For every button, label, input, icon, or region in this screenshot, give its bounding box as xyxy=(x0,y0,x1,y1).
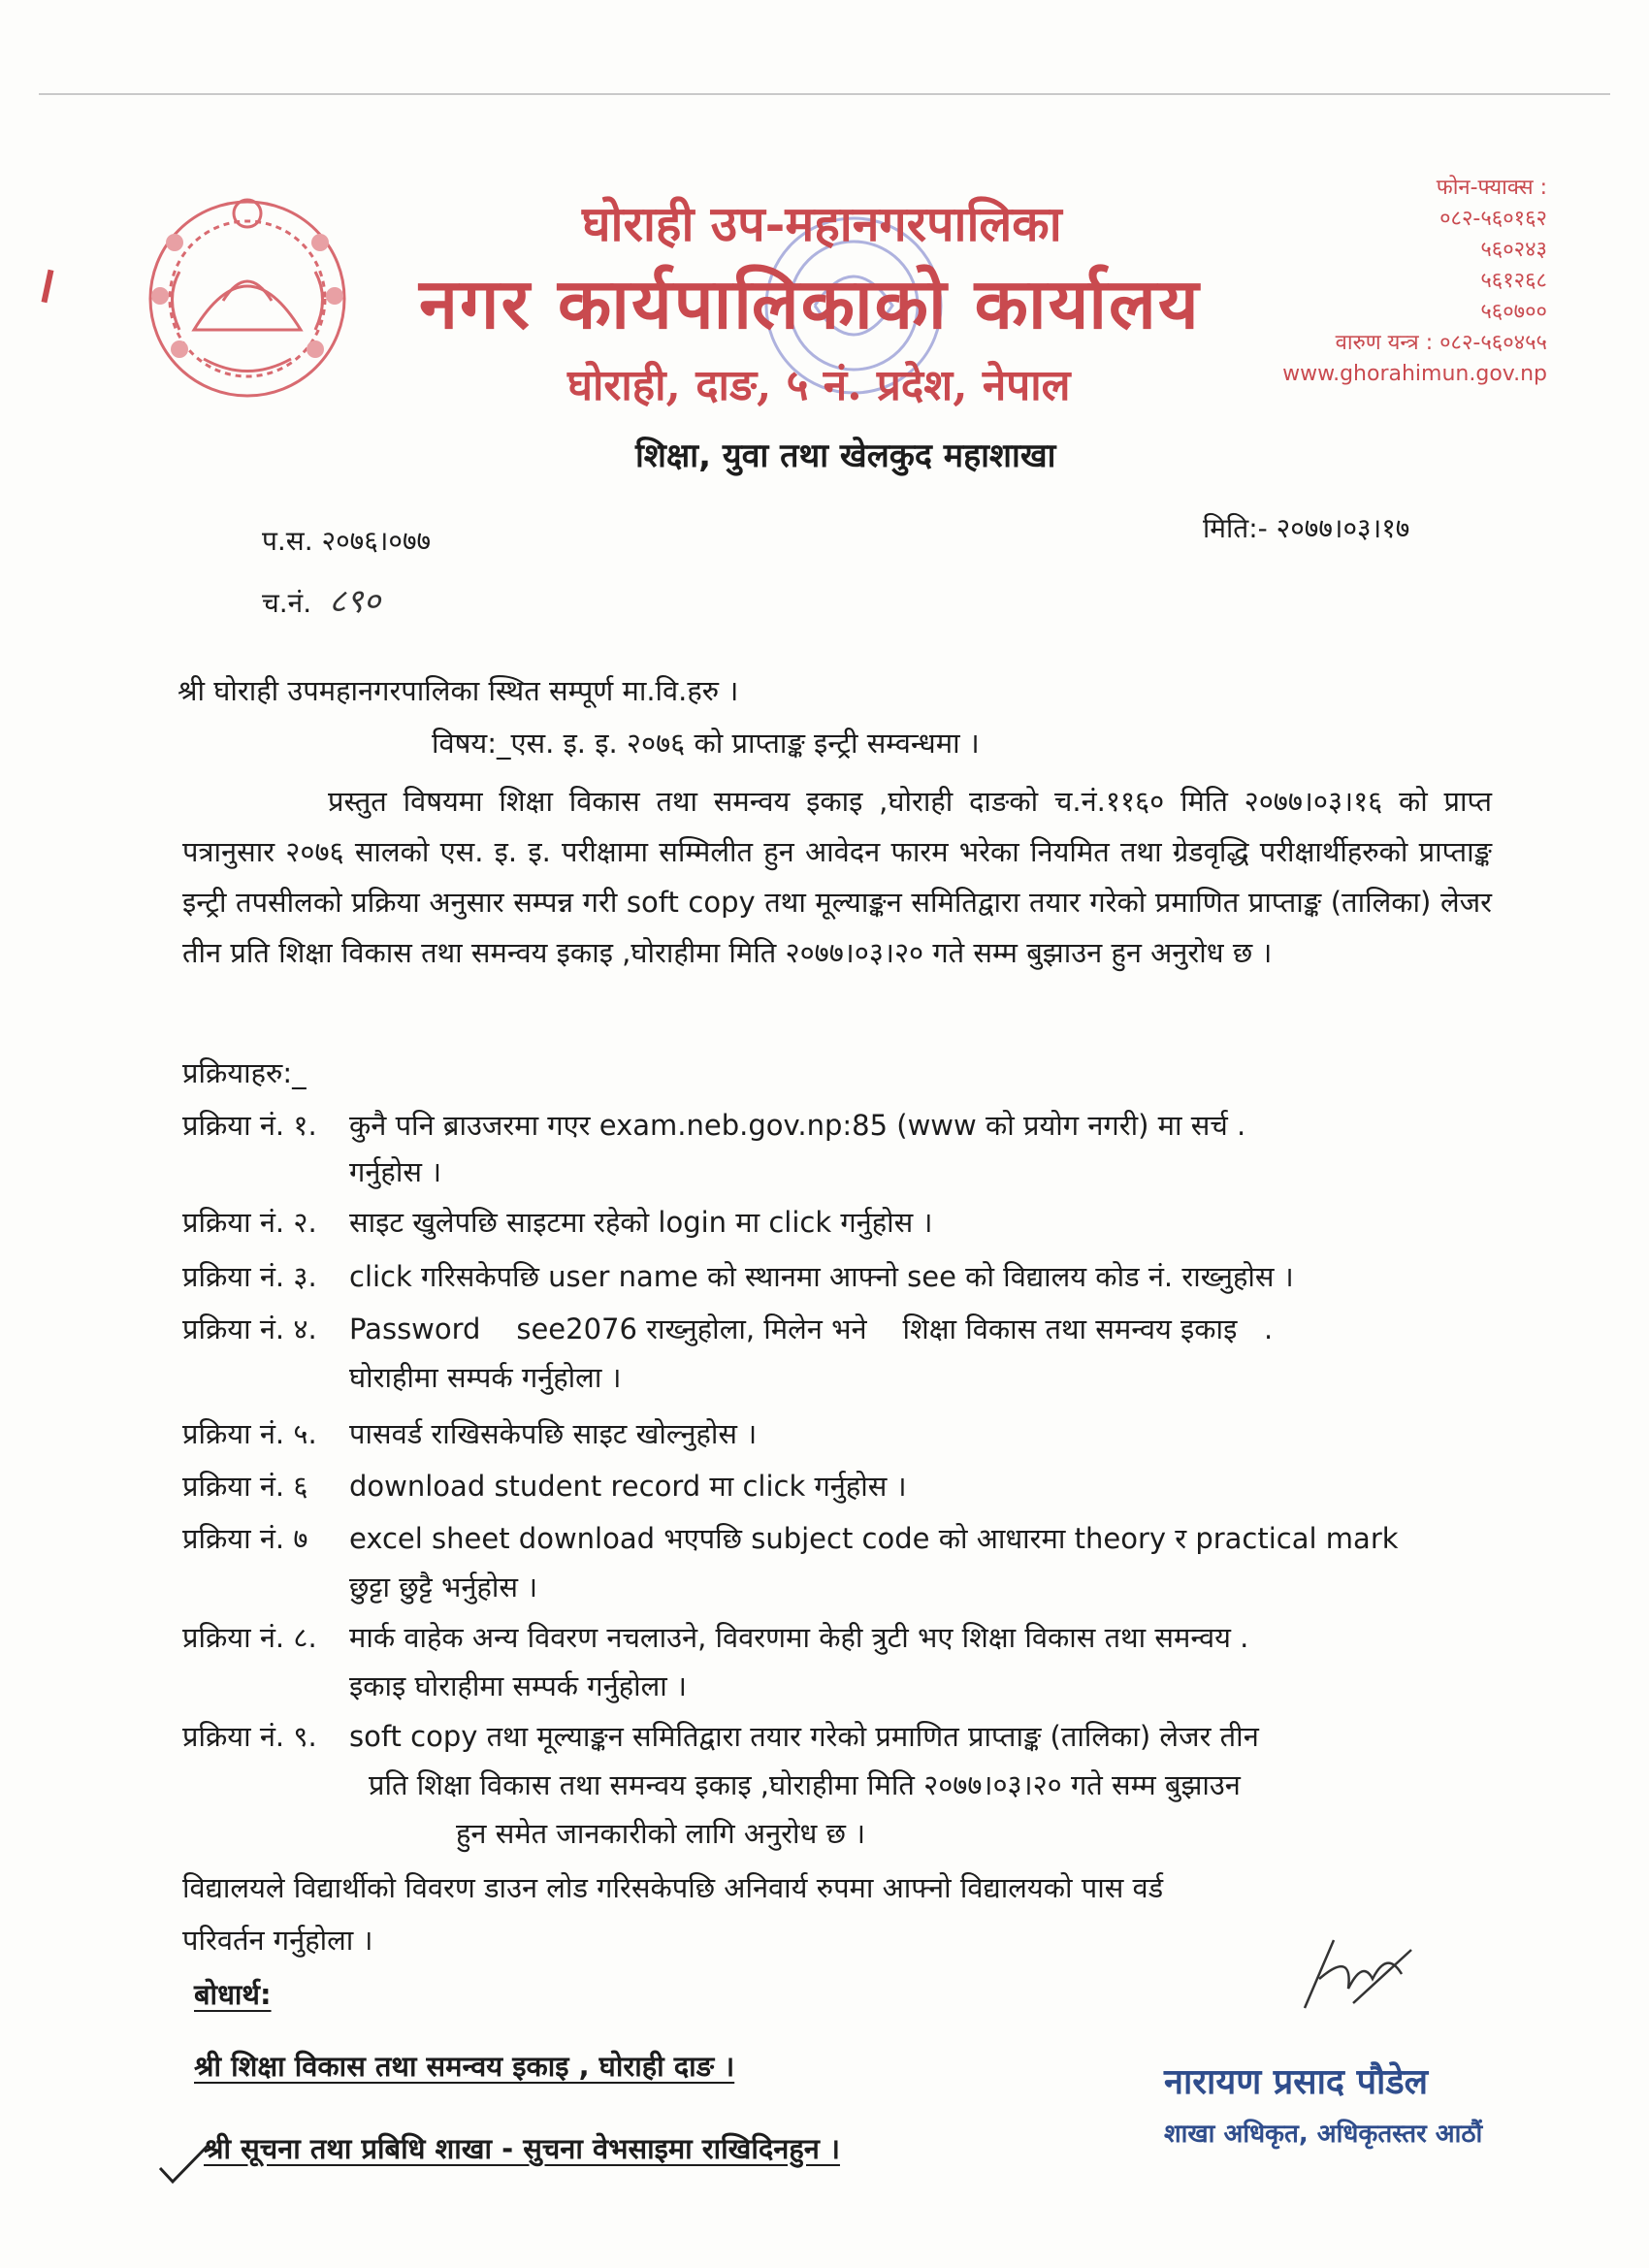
step-text: click गरिसकेपछि user name को स्थानमा आफ्नो see को विद्यालय कोड नं. राख्नुहोस । xyxy=(349,1260,1294,1293)
step-text: कुनै पनि ब्राउजरमा गएर exam.neb.gov.np:85 (www को प्रयोग नगरी) मा सर्च . xyxy=(349,1109,1246,1142)
contact-phone: ५६०७०० xyxy=(1480,300,1547,324)
step-label: प्रक्रिया नं. ५. xyxy=(182,1417,317,1450)
step-text: साइट खुलेपछि साइटमा रहेको login मा click गर्नुहोस । xyxy=(349,1206,933,1239)
step-4-cont: घोराहीमा सम्पर्क गर्नुहोला । xyxy=(349,1361,622,1394)
step-text: Password see2076 राख्नुहोला, मिलेन भने शिक्षा विकास तथा समन्वय इकाइ . xyxy=(349,1312,1274,1345)
step-text: soft copy तथा मूल्याङ्कन समितिद्वारा तयार गरेको प्रमाणित प्राप्ताङ्क (तालिका) लेजर तीन xyxy=(349,1720,1259,1753)
signatory-title: शाखा अधिकृत, अधिकृतस्तर आठौं xyxy=(1164,2120,1483,2149)
reference-date: मिति:- २०७७।०३।१७ xyxy=(1203,512,1410,544)
contact-phone: ५६०२४३ xyxy=(1480,238,1547,262)
contact-phone: ०८२-५६०१६२ xyxy=(1439,207,1547,231)
step-label: प्रक्रिया नं. ७ xyxy=(182,1522,308,1555)
contact-block xyxy=(1282,173,1547,390)
step-text: download student record मा click गर्नुहोस । xyxy=(349,1470,907,1503)
step-text: excel sheet download भएपछि subject code को आधारमा theory र practical mark xyxy=(349,1522,1399,1555)
margin-mark xyxy=(42,270,54,304)
step-2 xyxy=(182,1203,933,1241)
step-1 xyxy=(182,1106,1245,1144)
signature-icon xyxy=(1295,1930,1421,2018)
contact-label: फोन-फ्याक्स : xyxy=(1436,176,1547,200)
step-label: प्रक्रिया नं. ८. xyxy=(182,1621,317,1654)
checkmark-icon xyxy=(155,2139,213,2187)
nepal-emblem-icon xyxy=(136,184,359,403)
step-label: प्रक्रिया नं. १. xyxy=(182,1109,317,1142)
reference-cn xyxy=(262,577,380,622)
reference-cn-number: ८९० xyxy=(329,582,381,621)
step-1-cont: गर्नुहोस । xyxy=(349,1155,442,1188)
subject: विषय:_एस. इ. इ. २०७६ को प्राप्ताङ्क इन्ट्री सम्वन्धमा । xyxy=(432,727,980,760)
step-label: प्रक्रिया नं. ९. xyxy=(182,1720,317,1753)
signatory-name: नारायण प्रसाद पौडेल xyxy=(1164,2061,1429,2102)
letterhead-branch: शिक्षा, युवा तथा खेलकुद महाशाखा xyxy=(635,437,1056,475)
letterhead-line2: नगर कार्यपालिकाको कार्यालय xyxy=(419,262,1201,344)
letterhead-line1: घोराही उप-महानगरपालिका xyxy=(582,195,1062,252)
step-9-cont: प्रति शिक्षा विकास तथा समन्वय इकाइ ,घोराहीमा मिति २०७७।०३।२० गते सम्म बुझाउन xyxy=(369,1768,1241,1801)
letterhead-address: घोराही, दाङ, ५ नं. प्रदेश, नेपाल xyxy=(567,361,1071,410)
step-7 xyxy=(182,1519,1399,1557)
step-4 xyxy=(182,1310,1273,1347)
cc-heading: बोधार्थ: xyxy=(194,1978,272,2011)
cc-item: श्री सूचना तथा प्रबिधि शाखा - सुचना वेभसाइमा राखिदिनहुन । xyxy=(204,2132,840,2165)
closing-line2: परिवर्तन गर्नुहोला । xyxy=(182,1924,373,1957)
closing-line1: विद्यालयले विद्यार्थीको विवरण डाउन लोड गरिसकेपछि अनिवार्य रुपमा आफ्नो विद्यालयको पास वर्ड xyxy=(182,1871,1164,1904)
step-6 xyxy=(182,1467,907,1505)
reference-ps: प.स. २०७६।०७७ xyxy=(262,525,432,557)
top-rule xyxy=(39,93,1610,95)
step-5 xyxy=(182,1414,757,1452)
step-label: प्रक्रिया नं. ६ xyxy=(182,1470,308,1503)
step-label: प्रक्रिया नं. २. xyxy=(182,1206,317,1239)
reference-cn-label: च.नं. xyxy=(262,587,312,619)
step-7-cont: छुट्टा छुट्टै भर्नुहोस । xyxy=(349,1571,538,1604)
step-8-cont: इकाइ घोराहीमा सम्पर्क गर्नुहोला । xyxy=(349,1669,688,1702)
steps-heading: प्रक्रियाहरु:_ xyxy=(182,1056,307,1089)
step-label: प्रक्रिया नं. ३. xyxy=(182,1260,317,1293)
contact-phone: ५६१२६८ xyxy=(1480,269,1547,293)
main-paragraph: प्रस्तुत विषयमा शिक्षा विकास तथा समन्वय इकाइ ,घोराही दाङको च.नं.११६० मिति २०७७।०३।१६ को प्राप्त पत्रानुसार २०७६ सालको एस. इ. इ. परीक्षामा सम्मिलीत हुन आवेदन फारम भरेका नियमित तथा ग्रेडवृद्धि परीक्षार्थीहरुको प्राप्ताङ्क इन्ट्री तपसीलको प्रक्रिया अनुसार सम्पन्न गरी soft copy तथा मूल्याङ्कन समितिद्वारा तयार गरेको प्रमाणित प्राप्ताङ्क (तालिका) लेजर तीन प्रति शिक्षा विकास तथा समन्वय इकाइ ,घोराहीमा मिति २०७७।०३।२० गते सम्म बुझाउन हुन अनुरोध छ । xyxy=(182,785,1492,969)
contact-fire: वारुण यन्त्र : ०८२-५६०४५५ xyxy=(1335,331,1547,355)
addressee: श्री घोराही उपमहानगरपालिका स्थित सम्पूर्ण मा.वि.हरु । xyxy=(178,674,739,707)
step-9-cont2: हुन समेत जानकारीको लागि अनुरोध छ । xyxy=(456,1817,866,1850)
step-9 xyxy=(182,1717,1259,1755)
contact-website: www.ghorahimun.gov.np xyxy=(1282,362,1547,386)
cc-item: श्री शिक्षा विकास तथा समन्वय इकाइ , घोराही दाङ । xyxy=(194,2050,735,2083)
step-text: पासवर्ड राखिसकेपछि साइट खोल्नुहोस । xyxy=(349,1417,758,1450)
step-3 xyxy=(182,1257,1294,1295)
step-text: मार्क वाहेक अन्य विवरण नचलाउने, विवरणमा केही त्रुटी भए शिक्षा विकास तथा समन्वय . xyxy=(349,1621,1249,1654)
step-label: प्रक्रिया नं. ४. xyxy=(182,1312,317,1345)
step-8 xyxy=(182,1618,1248,1656)
